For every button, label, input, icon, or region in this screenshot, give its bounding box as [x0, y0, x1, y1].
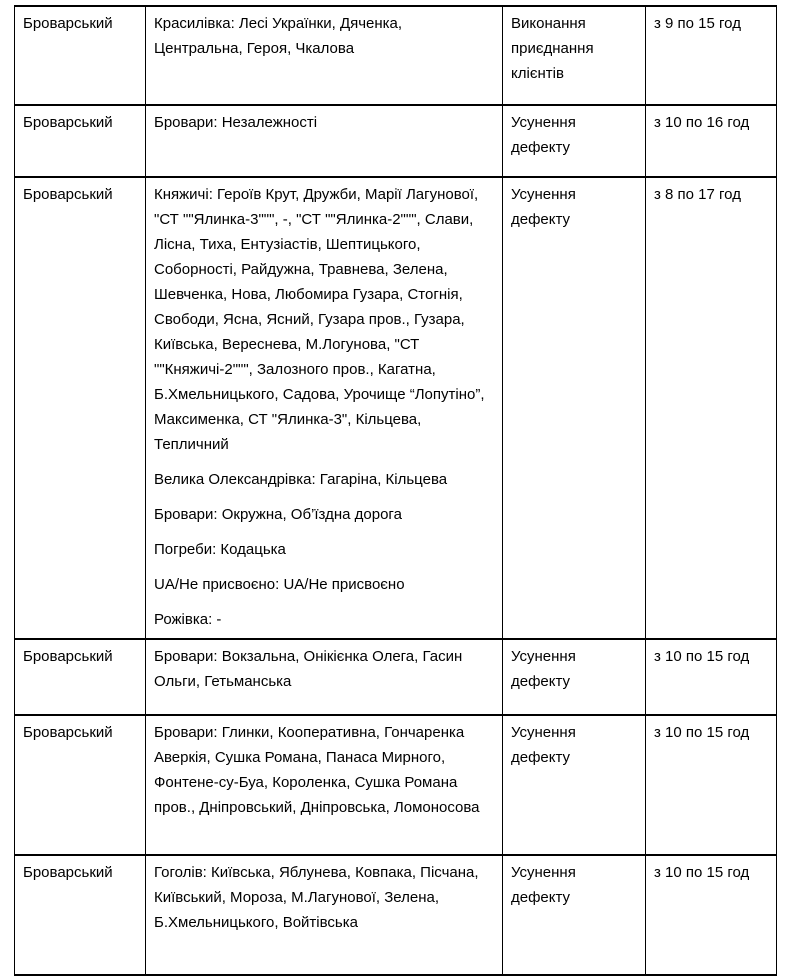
reason-cell: Виконання приєднання клієнтів [503, 6, 646, 105]
table-row [15, 855, 777, 975]
streets-cell [146, 855, 503, 975]
district-cell: Броварський [15, 855, 146, 975]
streets-cell [146, 6, 503, 105]
street-paragraph: Рожівка: - [154, 611, 222, 628]
district-cell: Броварський [15, 105, 146, 177]
streets-cell [146, 715, 503, 855]
table-row [15, 177, 777, 639]
table-row [15, 639, 777, 715]
time-cell: з 8 по 17 год [646, 177, 777, 639]
time-cell: з 10 по 15 год [646, 715, 777, 855]
streets-cell [146, 639, 503, 715]
streets-cell [146, 177, 503, 639]
district-cell: Броварський [15, 639, 146, 715]
reason-cell: Усунення дефекту [503, 715, 646, 855]
reason-cell: Усунення дефекту [503, 639, 646, 715]
street-paragraph: Бровари: Вокзальна, Онікієнка Олега, Гасин Ольги, Гетьманська [154, 648, 463, 690]
street-paragraph: UA/Не присвоєно: UA/Не присвоєно [154, 576, 405, 593]
street-paragraph: Княжичі: Героїв Крут, Дружби, Марії Лагунової, "СТ ""Ялинка-3""", -, "СТ ""Ялинка-2""", Слави, Лісна, Тиха, Ентузіастів, Шептицького, Соборності, Райдужна, Травнева, Зелена, Шевченка, Нова, Любомира Гузара, Стогнія, Свободи, Ясна, Ясний, Гузара пров., Гузара, Київська, Вереснева, М.Логунова, "СТ ""Княжичі-2""", Залозного пров., Кагатна, Б.Хмельницького, Садова, Урочище “Лопутіно”, Максименка, СТ "Ялинка-3", Кільцева, Тепличний [154, 186, 485, 453]
district-cell: Броварський [15, 6, 146, 105]
table-row [15, 715, 777, 855]
time-cell: з 9 по 15 год [646, 6, 777, 105]
reason-cell: Усунення дефекту [503, 105, 646, 177]
reason-cell: Усунення дефекту [503, 177, 646, 639]
district-cell: Броварський [15, 177, 146, 639]
street-paragraph: Велика Олександрівка: Гагаріна, Кільцева [154, 471, 448, 488]
street-paragraph: Красилівка: Лесі Українки, Дяченка, Центральна, Героя, Чкалова [154, 15, 403, 57]
table-row [15, 6, 777, 105]
street-paragraph: Гоголів: Київська, Яблунева, Ковпака, Пісчана, Київський, Мороза, М.Лагунової, Зелена, Б.Хмельницького, Войтівська [154, 864, 479, 931]
time-cell: з 10 по 15 год [646, 639, 777, 715]
outage-schedule-table [14, 5, 777, 976]
district-cell: Броварський [15, 715, 146, 855]
table-row [15, 105, 777, 177]
reason-cell: Усунення дефекту [503, 855, 646, 975]
street-paragraph: Бровари: Глинки, Кооперативна, Гончаренка Аверкія, Сушка Романа, Панаса Мирного, Фонтене-су-Буа, Короленка, Сушка Романа пров., Дніпровський, Дніпровська, Ломоносова [154, 724, 480, 816]
streets-cell [146, 105, 503, 177]
street-paragraph: Бровари: Незалежності [154, 114, 318, 131]
street-paragraph: Бровари: Окружна, Об’їздна дорога [154, 506, 402, 523]
time-cell: з 10 по 15 год [646, 855, 777, 975]
street-paragraph: Погреби: Кодацька [154, 541, 286, 558]
time-cell: з 10 по 16 год [646, 105, 777, 177]
